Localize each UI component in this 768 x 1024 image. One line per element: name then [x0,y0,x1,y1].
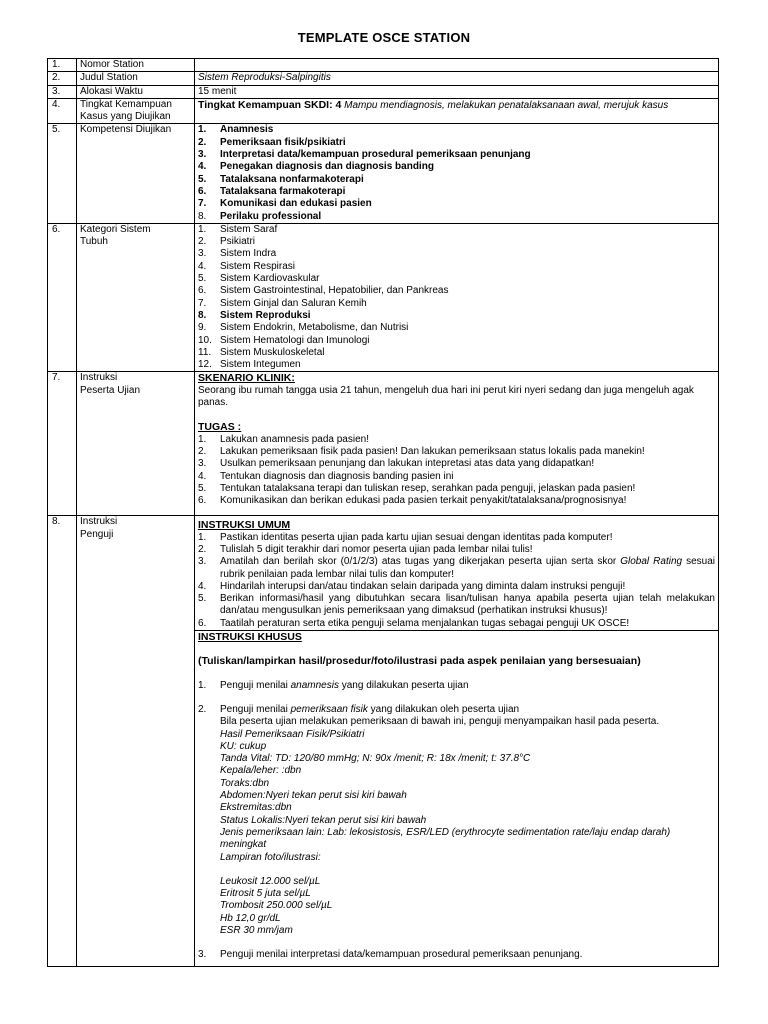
list-item: 10. Sistem Hematologi dan Imunologi [198,334,370,346]
special-heading: INSTRUKSI KHUSUS [198,631,302,644]
lab-result: Eritrosit 5 juta sel/µL [220,888,311,900]
scenario-heading: SKENARIO KLINIK: [198,372,295,385]
row-value [195,59,719,72]
list-item: 6. Tatalaksana farmakoterapi [198,185,346,197]
list-item: 6. Komunikasikan dan berikan edukasi pada pasien terkait penyakit/tatalaksana/prognosisnya! [198,495,627,507]
table-row [48,516,719,631]
row-label: Kategori Sistem Tubuh [77,223,195,372]
list-item: 5. Berikan informasi/hasil yang dibutuhkan secara lisan/tulisan hanya apabila peserta ujian telah melakukan dan/atau mengusulkan jenis pemeriksaan yang dimaksud (perhatikan instruksi khusus)! [198,593,715,617]
list-item: 5. Tatalaksana nonfarmakoterapi [198,173,364,185]
list-item: 3. Amatilah dan berilah skor (0/1/2/3) atas tugas yang dikerjakan peserta ujian serta skor Global Rating sesuai rubrik penilaian pada lembar nilai tulis dan komputer! [198,556,716,580]
table-row [48,372,719,516]
list-item: 2. Psikiatri [198,236,256,248]
special-note: (Tuliskan/lampirkan hasil/prosedur/foto/ilustrasi pada aspek penilaian yang bersesuaian) [198,655,641,668]
list-item-selected: 8. Sistem Reproduksi [198,309,311,321]
list-item: 5. Tentukan tatalaksana terapi dan tuliskan resep, serahkan pada penguji, jelaskan pada pasien! [198,482,636,494]
special-list [198,680,715,692]
skdi-level-desc: Mampu mendiagnosis, melakukan penatalaksanaan awal, merujuk kasus [344,99,669,111]
row-number: 4. [48,98,77,124]
list-item: 1. Anamnesis [198,124,274,136]
list-item: 4. Penegakan diagnosis dan diagnosis banding [198,161,434,173]
table-row [48,98,719,124]
competency-list [195,124,719,223]
exam-results: Hasil Pemeriksaan Fisik/Psikiatri KU: cukup Tanda Vital: TD: 120/80 mmHg; N: 90x /menit; R: 18x /menit; t: 37.8°C Kepala/leher: :dbn Toraks:dbn Abdomen:Nyeri tekan perut sisi kiri bawah Ekstremitas:dbn Status Lokalis:Nyeri tekan perut sisi kiri bawah Jenis pemeriksaan lain: Lab: lekosistosis, ESR/LED (erythrocyte sedimentation rate/laju endap darah) meningkat Lampiran foto/ilustrasi: Leukosit 12.000 sel/µL Eritrosit 5 juta sel/µL Trombosit 250.000 sel/µL Hb 12,0 gr/dL ESR 30 mm/jam [198,729,715,938]
list-item: 12. Sistem Integumen [198,359,301,371]
table-row [48,85,719,98]
table-row [48,72,719,85]
list-item: 1. Lakukan anamnesis pada pasien! [198,433,369,445]
list-item: 6. Sistem Gastrointestinal, Hepatobilier, dan Pankreas [198,285,449,297]
list-item: 3. Sistem Indra [198,248,277,260]
table-row [48,223,719,372]
page-title: TEMPLATE OSCE STATION [297,30,471,45]
list-item: 1. Sistem Saraf [198,223,278,235]
body-system-list [195,223,719,372]
list-item: 3. Penguji menilai interpretasi data/kemampuan prosedural pemeriksaan penunjang. [198,949,583,961]
list-item: 1. Penguji menilai anamnesis yang dilakukan peserta ujian [198,679,469,691]
list-item: 3. Usulkan pemeriksaan penunjang dan lakukan intepretasi atas data yang didapatkan! [198,458,595,470]
skdi-level-label: Tingkat Kemampuan SKDI: 4 [198,98,342,111]
list-item: 6. Taatilah peraturan serta etika penguji selama menjalankan tugas sebagai penguji UK OSCE! [198,617,630,629]
row-number: 6. [48,223,77,372]
list-item: 7. Komunikasi dan edukasi pasien [198,198,372,210]
list-item: 4. Sistem Respirasi [198,260,296,272]
general-list [198,532,715,630]
list-item: 8. Perilaku professional [198,210,322,222]
row-number: 1. [48,59,77,72]
row-number: 5. [48,124,77,223]
list-item: 7. Sistem Ginjal dan Saluran Kemih [198,297,367,309]
tasks-heading: TUGAS : [198,421,242,434]
table-row [48,59,719,72]
osce-table [47,58,719,967]
time-allocation: 15 menit [195,85,719,98]
row-label: Tingkat Kemampuan Kasus yang Diujikan [77,98,195,124]
list-item: 2. Tulislah 5 digit terakhir dari nomor peserta ujian pada lembar nilai tulis! [198,543,533,555]
scenario-text: Seorang ibu rumah tangga usia 21 tahun, mengeluh dua hari ini perut kiri nyeri sedang dan juga mengeluh agak panas. [198,384,694,409]
lab-result: ESR 30 mm/jam [220,925,293,936]
station-title: Sistem Reproduksi-Salpingitis [195,72,719,85]
row-label: Kompetensi Diujikan [77,124,195,223]
exam-info: Bila peserta ujian melakukan pemeriksaan di bawah ini, penguji menyampaikan hasil pada peserta. [220,716,660,728]
participant-instructions [195,372,719,516]
list-item: 11. Sistem Muskuloskeletal [198,346,325,358]
row-label: Alokasi Waktu [77,85,195,98]
general-heading: INSTRUKSI UMUM [198,519,291,532]
list-item: 4. Hindarilah interupsi dan/atau tindakan selain daripada yang diminta dalam instruksi penguji! [198,580,626,592]
table-row [48,124,719,223]
row-number: 3. [48,85,77,98]
list-item: 5. Sistem Kardiovaskular [198,273,320,285]
list-item: 4. Tentukan diagnosis dan diagnosis banding pasien ini [198,470,454,482]
list-item: 3. Interpretasi data/kemampuan prosedural pemeriksaan penunjang [198,149,531,161]
row-number: 7. [48,372,77,516]
row-label: Judul Station [77,72,195,85]
list-item: 2. Penguji menilai pemeriksaan fisik yang dilakukan oleh peserta ujian [198,703,520,715]
general-instructions [195,516,719,631]
lab-result: Trombosit 250.000 sel/µL [220,900,333,912]
row-number: 2. [48,72,77,85]
list-item: 9. Sistem Endokrin, Metabolisme, dan Nutrisi [198,322,409,334]
row-label: Nomor Station [77,59,195,72]
lab-result: Leukosit 12.000 sel/µL [220,875,321,887]
row-label: Instruksi Penguji [77,516,195,966]
row-number: 8. [48,516,77,966]
skdi-level [195,98,719,124]
list-item: 2. Pemeriksaan fisik/psikiatri [198,136,346,148]
tasks-list [198,434,715,508]
special-instructions [195,631,719,967]
row-label: Instruksi Peserta Ujian [77,372,195,516]
list-item: 1. Pastikan identitas peserta ujian pada kartu ujian sesuai dengan identitas pada komputer! [198,531,613,543]
list-item: 2. Lakukan pemeriksaan fisik pada pasien! Dan lakukan pemeriksaan status lokalis pada manekin! [198,445,645,457]
lab-result: Hb 12,0 gr/dL [220,912,281,924]
